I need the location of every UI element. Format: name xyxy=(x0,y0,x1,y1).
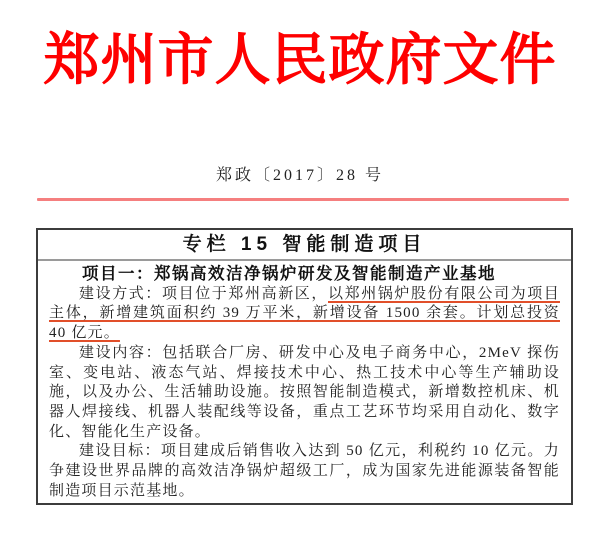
construction-method-underlined-text: 以郑州锅炉股份有限公司为项目主体，新增建筑面积约 39 万平米，新增设备 1500 余套。计划总投资 40 亿元。 xyxy=(49,285,560,342)
paragraph-construction-method xyxy=(49,285,560,344)
red-divider-line xyxy=(37,198,569,201)
column-box xyxy=(36,228,573,505)
project-heading: 项目一：郑锅高效洁净锅炉研发及智能制造产业基地 xyxy=(82,265,496,283)
masthead-title: 郑州市人民政府文件 xyxy=(43,30,557,92)
paragraph-construction-content: 建设内容：包括联合厂房、研发中心及电子商务中心，2MeV 探伤室、变电站、液态气站、焊接技术中心、热工技术中心等生产辅助设施，以及办公、生活辅助设施。按照智能制造模式，新增数控机床、机器人焊接线、机器人装配线等设备，重点工艺环节均采用自动化、数字化、智能化生产设备。 xyxy=(49,344,560,440)
document-number: 郑政〔2017〕28 号 xyxy=(215,167,384,184)
column-box-body xyxy=(38,261,571,501)
construction-method-plain-text: 建设方式：项目位于郑州高新区， xyxy=(79,285,328,302)
paragraph-construction-goal: 建设目标：项目建成后销售收入达到 50 亿元，利税约 10 亿元。力争建设世界品牌的高效洁净锅炉超级工厂，成为国家先进能源装备智能制造项目示范基地。 xyxy=(49,443,560,499)
column-box-title: 专栏 15 智能制造项目 xyxy=(38,230,571,261)
